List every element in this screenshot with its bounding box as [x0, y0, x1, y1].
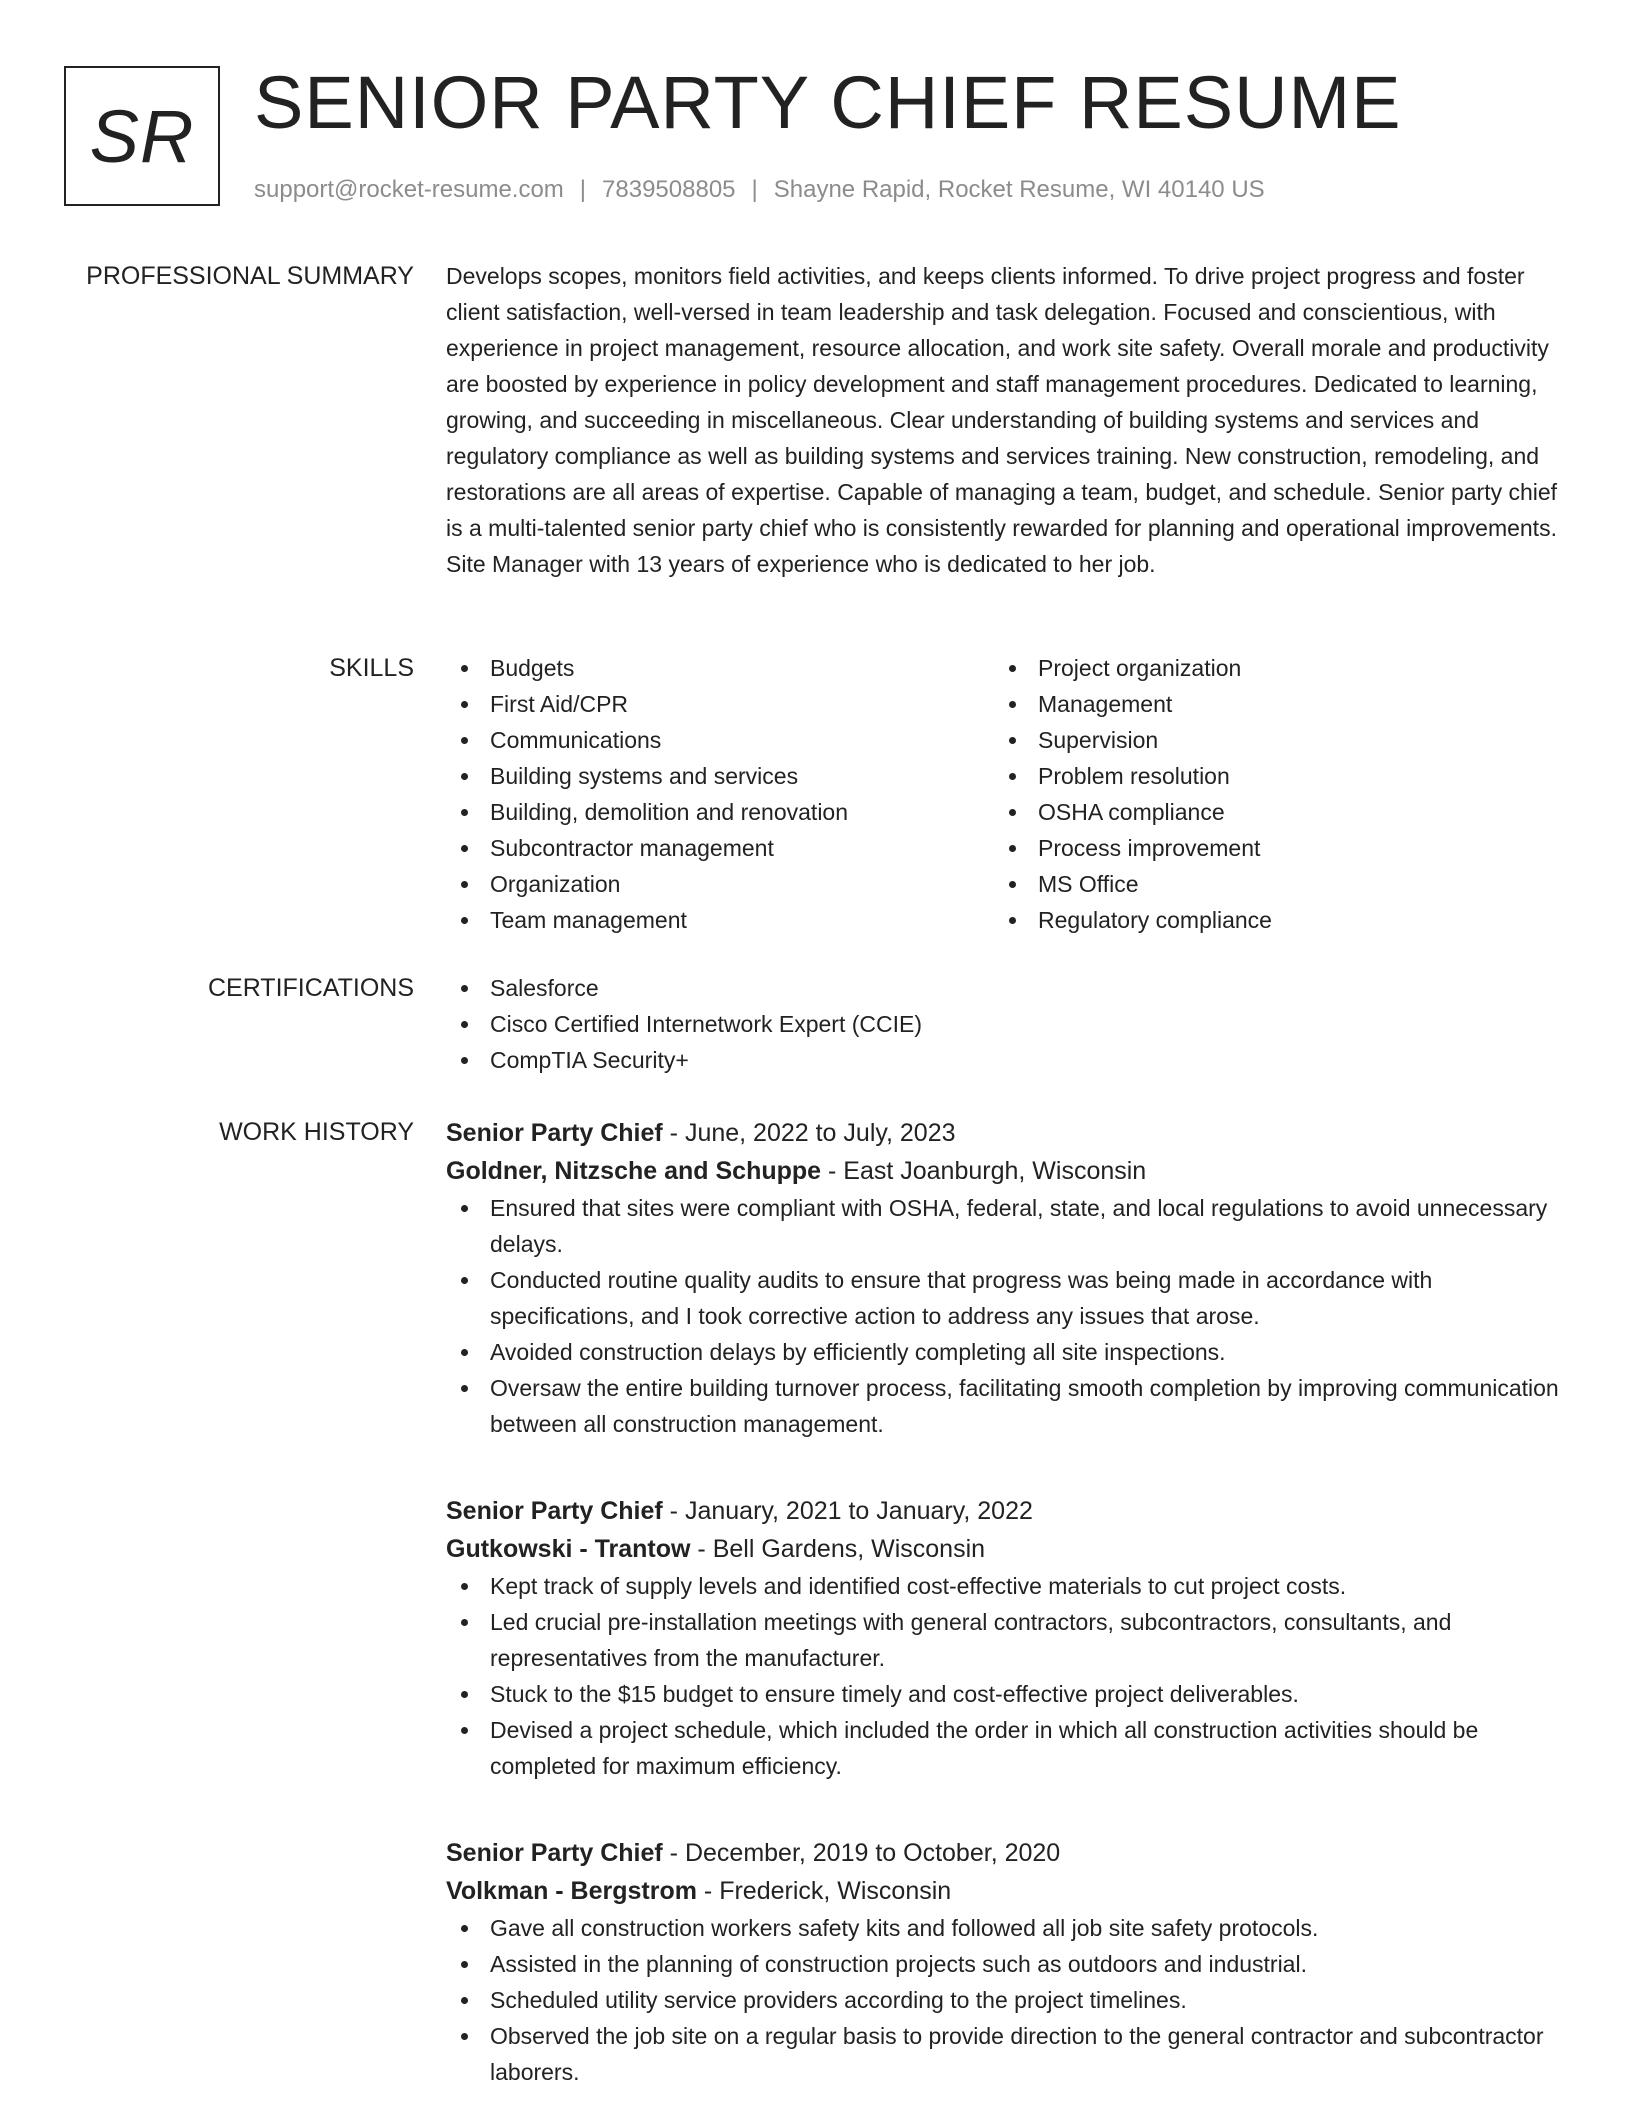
job-company: Volkman - Bergstrom [446, 1877, 697, 1905]
skills-list-left [446, 650, 994, 938]
job-entry [446, 1114, 1566, 1442]
summary-body [446, 258, 1566, 582]
section-label-certifications: CERTIFICATIONS [207, 974, 414, 1002]
certifications-body [446, 970, 1566, 1078]
job-bullets [446, 1568, 1566, 1784]
contact-separator: | [579, 176, 587, 203]
certifications-list [446, 970, 1566, 1078]
skill-item: Building systems and services [446, 758, 994, 794]
skill-item: Budgets [446, 650, 994, 686]
job-entry [446, 1834, 1566, 2090]
contact-email: support@rocket-resume.com [254, 176, 564, 203]
summary-text: Develops scopes, monitors field activities, and keeps clients informed. To drive project progress and foster client satisfaction, well-versed in team leadership and task delegation. Focused and conscientious, with experience in project management, resource allocation, and work site safety. Overall morale and productivity are boosted by experience in policy development and staff management procedures. Dedicated to learning, growing, and succeeding in miscellaneous. Clear understanding of building systems and services and regulatory compliance as well as building systems and services training. New construction, remodeling, and restorations are all areas of expertise. Capable of managing a team, budget, and schedule. Senior party chief is a multi-talented senior party chief who is consistently rewarded for planning and operational improvements. Site Manager with 13 years of experience who is dedicated to her job. [446, 263, 1558, 577]
skill-item: Problem resolution [994, 758, 1542, 794]
skills-list-right [994, 650, 1542, 938]
job-entry [446, 1492, 1566, 1784]
skill-item: Process improvement [994, 830, 1542, 866]
job-bullet: Gave all construction workers safety kits and followed all job site safety protocols. [446, 1910, 1566, 1946]
certification-item: Salesforce [446, 970, 1566, 1006]
skill-item: Regulatory compliance [994, 902, 1542, 938]
contact-separator: | [751, 176, 758, 203]
page-title: SENIOR PARTY CHIEF RESUME [254, 61, 1402, 144]
job-bullet: Stuck to the $15 budget to ensure timely and cost-effective project deliverables. [446, 1676, 1566, 1712]
job-location: - Bell Gardens, Wisconsin [690, 1535, 986, 1563]
section-label-work-history: WORK HISTORY [219, 1118, 414, 1146]
contact-line [254, 174, 1265, 206]
job-company-line [446, 1872, 1566, 1910]
job-bullet: Assisted in the planning of construction projects such as outdoors and industrial. [446, 1946, 1566, 1982]
skill-item: First Aid/CPR [446, 686, 994, 722]
job-title: Senior Party Chief [446, 1839, 663, 1867]
job-bullet: Observed the job site on a regular basis to provide direction to the general contractor and subcontractor laborers. [446, 2018, 1566, 2090]
section-label-summary: PROFESSIONAL SUMMARY [86, 262, 414, 290]
contact-address: Shayne Rapid, Rocket Resume, WI 40140 US [773, 176, 1265, 203]
certification-item: CompTIA Security+ [446, 1042, 1566, 1078]
job-title: Senior Party Chief [446, 1497, 663, 1525]
contact-phone: 7839508805 [602, 176, 736, 203]
work-history-body [446, 1114, 1566, 2112]
job-bullets [446, 1190, 1566, 1442]
job-bullet: Oversaw the entire building turnover process, facilitating smooth completion by improving communication between all construction management. [446, 1370, 1566, 1442]
skill-item: Building, demolition and renovation [446, 794, 994, 830]
job-bullet: Kept track of supply levels and identified cost-effective materials to cut project costs. [446, 1568, 1566, 1604]
skill-item: Team management [446, 902, 994, 938]
skill-item: Project organization [994, 650, 1542, 686]
job-dates: - December, 2019 to October, 2020 [662, 1839, 1061, 1867]
job-company-line [446, 1152, 1566, 1190]
skill-item: Organization [446, 866, 994, 902]
skill-item: Communications [446, 722, 994, 758]
job-title-line [446, 1492, 1566, 1530]
job-bullets [446, 1910, 1566, 2090]
job-location: - East Joanburgh, Wisconsin [821, 1157, 1147, 1185]
skill-item: MS Office [994, 866, 1542, 902]
job-bullet: Ensured that sites were compliant with OSHA, federal, state, and local regulations to avoid unnecessary delays. [446, 1190, 1566, 1262]
job-bullet: Led crucial pre-installation meetings with general contractors, subcontractors, consultants, and representatives from the manufacturer. [446, 1604, 1566, 1676]
skill-item: OSHA compliance [994, 794, 1542, 830]
job-bullet: Devised a project schedule, which included the order in which all construction activities should be completed for maximum efficiency. [446, 1712, 1566, 1784]
job-title: Senior Party Chief [446, 1119, 663, 1147]
job-company: Gutkowski - Trantow [446, 1535, 691, 1563]
job-title-line [446, 1114, 1566, 1152]
job-title-line [446, 1834, 1566, 1872]
job-location: - Frederick, Wisconsin [696, 1877, 952, 1905]
skill-item: Supervision [994, 722, 1542, 758]
job-bullet: Avoided construction delays by efficiently completing all site inspections. [446, 1334, 1566, 1370]
job-company: Goldner, Nitzsche and Schuppe [446, 1157, 822, 1185]
monogram-initials: SR [89, 94, 195, 178]
job-bullet: Scheduled utility service providers according to the project timelines. [446, 1982, 1566, 2018]
section-label-skills: SKILLS [329, 654, 414, 682]
job-bullet: Conducted routine quality audits to ensure that progress was being made in accordance with specifications, and I took corrective action to address any issues that arose. [446, 1262, 1566, 1334]
monogram-badge [64, 66, 220, 206]
skills-body [446, 650, 1566, 938]
skill-item: Subcontractor management [446, 830, 994, 866]
job-dates: - June, 2022 to July, 2023 [662, 1119, 956, 1147]
skill-item: Management [994, 686, 1542, 722]
job-company-line [446, 1530, 1566, 1568]
certification-item: Cisco Certified Internetwork Expert (CCIE) [446, 1006, 1566, 1042]
job-dates: - January, 2021 to January, 2022 [662, 1497, 1033, 1525]
